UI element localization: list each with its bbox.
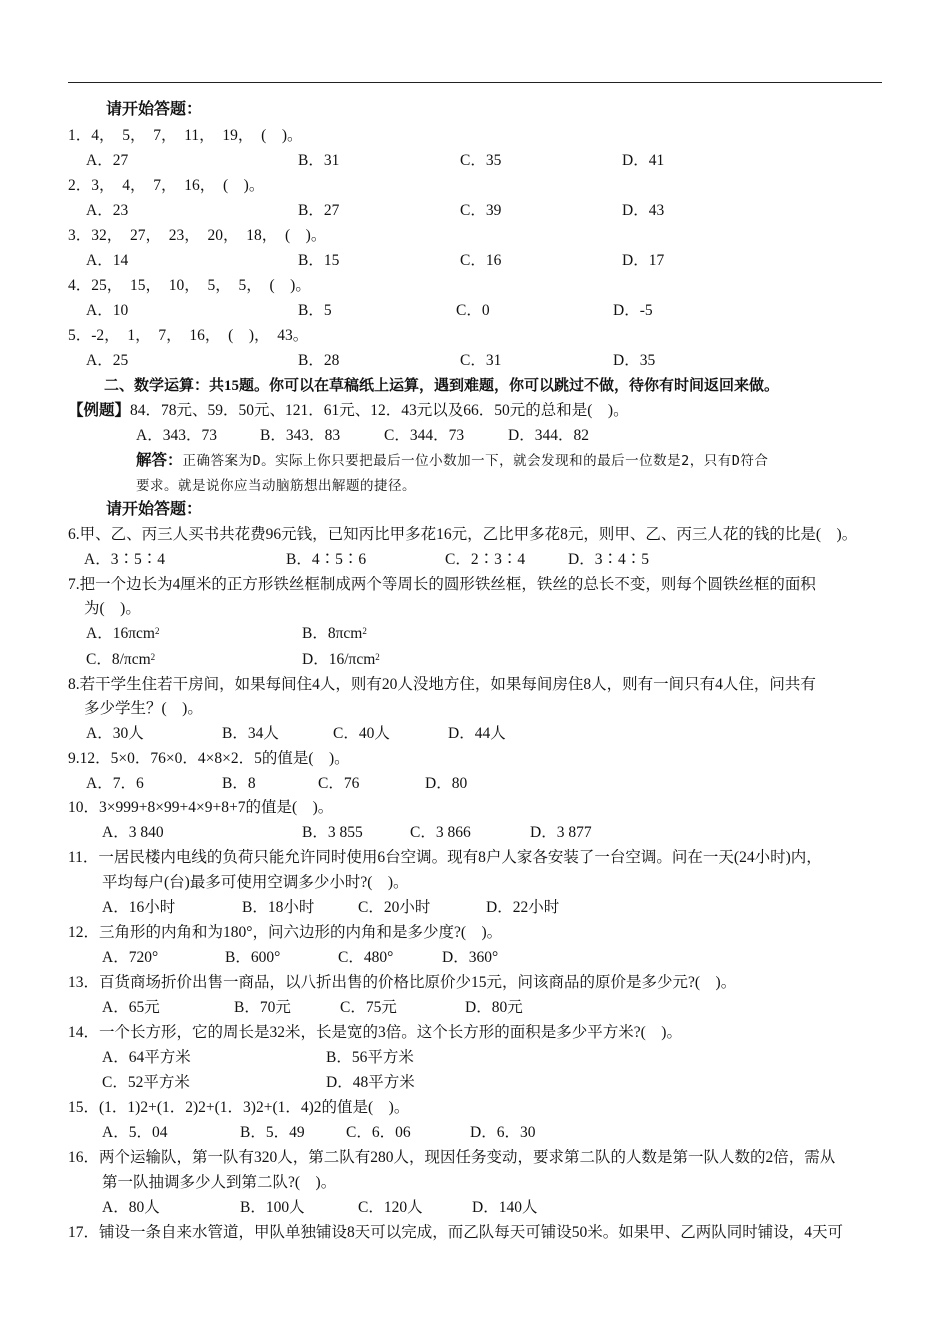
q12-option-b: B．600° [225,949,281,966]
q12-option-c: C．480° [338,949,394,966]
q4-option-b: B．5 [298,302,332,319]
q9-option-b: B．8 [222,775,256,792]
question-13: 13．百货商场折价出售一商品，以八折出售的价格比原价少15元，问该商品的原价是多少元?( )。 [68,974,737,991]
question-17: 17．铺设一条自来水管道，甲队单独铺设8天可以完成，而乙队每天可铺设50米。如果甲、乙两队同时铺设，4天可 [68,1224,844,1241]
q1-option-a: A．27 [86,152,129,169]
header-rule [68,82,882,83]
question-4: 4．25， 15， 10， 5， 5， ( )。 [68,277,311,294]
q6-option-d: D．3∶4∶5 [568,551,649,568]
q1-option-d: D．41 [622,152,665,169]
q8-option-b: B．34人 [222,725,279,742]
q14-option-c: C．52平方米 [102,1074,190,1091]
q7-option-a-exponent: 2 [154,626,160,636]
q11-option-c: C．20小时 [358,899,431,916]
q2-option-b: B．27 [298,202,340,219]
question-7-cont: 为( )。 [84,600,141,617]
q7-option-c-exponent: 2 [150,652,156,662]
q7-option-c-text: C．8/πcm [86,651,151,668]
answer-text-line-1: 正确答案为D。实际上你只要把最后一位小数加一下，就会发现和的最后一位数是2，只有D符合 [182,453,769,469]
question-8-cont: 多少学生？( )。 [84,700,203,717]
question-3: 3．32， 27， 23， 20， 18， ( )。 [68,227,327,244]
example-question [68,401,629,421]
q11-option-b: B．18小时 [242,899,315,916]
question-8: 8.若干学生住若干房间，如果每间住4人，则有20人没地方住，如果每间房住8人，则有一间只有4人住，问共有 [68,676,816,693]
q5-option-c: C．31 [460,352,502,369]
q4-option-d: D．-5 [613,302,653,319]
q13-option-d: D．80元 [465,999,523,1016]
q7-option-c [86,650,155,670]
q12-option-d: D．360° [442,949,499,966]
q15-option-a: A．5．04 [102,1124,168,1141]
answer-label: 解答： [136,452,183,469]
q3-option-d: D．17 [622,252,665,269]
q7-option-b-exponent: 2 [362,626,367,636]
q3-option-a: A．14 [86,252,129,269]
question-10: 10．3×999+8×99+4×9+8+7的值是( )。 [68,799,334,816]
q7-option-d-text: D．16/πcm [302,651,376,668]
q16-option-a: A．80人 [102,1199,160,1216]
answer-text-line-2: 要求。就是说你应当动脑筋想出解题的捷径。 [136,478,416,494]
section-heading: 请开始答题： [106,101,203,118]
q7-option-a [86,624,159,644]
q6-option-a: A．3∶5∶4 [84,551,165,568]
q6-option-c: C．2∶3∶4 [445,551,526,568]
q4-option-c: C．0 [456,302,490,319]
section-heading-2: 请开始答题： [106,501,203,518]
example-option-c: C．344．73 [384,427,465,444]
q15-option-b: B．5．49 [240,1124,305,1141]
example-answer [136,451,768,471]
example-option-d: D．344．82 [508,427,589,444]
q14-option-d: D．48平方米 [326,1074,415,1091]
q10-option-d: D．3 877 [530,824,592,841]
q2-option-a: A．23 [86,202,129,219]
q10-option-a: A．3 840 [102,824,164,841]
q14-option-a: A．64平方米 [102,1049,191,1066]
question-11: 11．一居民楼内电线的负荷只能允许同时使用6台空调。现有8户人家各安装了一台空调。问在一天(24小时)内， [68,849,822,866]
question-5: 5．-2， 1， 7， 16， ( )， 43。 [68,327,309,344]
question-6: 6.甲、乙、丙三人买书共花费96元钱，已知丙比甲多花16元，乙比甲多花8元，则甲、乙、丙三人花的钱的比是( )。 [68,526,858,543]
q8-option-a: A．30人 [86,725,144,742]
q7-option-d [302,650,380,670]
q6-option-b: B．4∶5∶6 [286,551,367,568]
q8-option-c: C．40人 [333,725,390,742]
q11-option-d: D．22小时 [486,899,560,916]
q1-option-c: C．35 [460,152,502,169]
q5-option-b: B．28 [298,352,340,369]
q9-option-c: C．76 [318,775,360,792]
q7-option-a-text: A．16πcm [86,625,155,642]
example-option-a: A．343．73 [136,427,217,444]
q13-option-b: B．70元 [234,999,291,1016]
q14-option-b: B．56平方米 [326,1049,414,1066]
question-2: 2．3， 4， 7， 16， ( )。 [68,177,265,194]
q9-option-d: D．80 [425,775,468,792]
q8-option-d: D．44人 [448,725,506,742]
example-stem: 84．78元、59．50元、121．61元、12．43元以及66．50元的总和是( )。 [130,402,629,419]
question-11-cont: 平均每户(台)最多可使用空调多少小时?( )。 [102,874,409,891]
question-9: 9.12．5×0．76×0．4×8×2．5的值是( )。 [68,750,350,767]
q3-option-b: B．15 [298,252,340,269]
q12-option-a: A．720° [102,949,159,966]
q10-option-b: B．3 855 [302,824,363,841]
question-15: 15．(1．1)2+(1．2)2+(1．3)2+(1．4)2的值是( )。 [68,1099,410,1116]
q16-option-c: C．120人 [358,1199,423,1216]
q16-option-b: B．100人 [240,1199,305,1216]
example-tag: 【例题】 [68,402,131,419]
q13-option-c: C．75元 [340,999,397,1016]
example-option-b: B．343．83 [260,427,341,444]
q2-option-c: C．39 [460,202,502,219]
q10-option-c: C．3 866 [410,824,471,841]
question-7: 7.把一个边长为4厘米的正方形铁丝框制成两个等周长的圆形铁丝框，铁丝的总长不变，则每个圆铁丝框的面积 [68,576,816,593]
question-14: 14．一个长方形，它的周长是32米，长是宽的3倍。这个长方形的面积是多少平方米?( )。 [68,1024,682,1041]
question-12: 12．三角形的内角和为180°，问六边形的内角和是多少度?( )。 [68,924,503,941]
q7-option-b [302,624,367,644]
q9-option-a: A．7．6 [86,775,144,792]
q4-option-a: A．10 [86,302,129,319]
q13-option-a: A．65元 [102,999,160,1016]
q11-option-a: A．16小时 [102,899,176,916]
question-1: 1．4， 5， 7， 11， 19， ( )。 [68,127,303,144]
q5-option-a: A．25 [86,352,129,369]
q15-option-d: D．6．30 [470,1124,536,1141]
q2-option-d: D．43 [622,202,665,219]
section-2-title: 二、数学运算：共15题。你可以在草稿纸上运算，遇到难题，你可以跳过不做，待你有时间返回来做。 [104,378,780,394]
q3-option-c: C．16 [460,252,502,269]
q16-option-d: D．140人 [472,1199,538,1216]
q7-option-d-exponent: 2 [375,652,380,662]
question-16: 16．两个运输队，第一队有320人，第二队有280人，现因任务变动，要求第二队的人数是第一队人数的2倍，需从 [68,1149,836,1166]
question-16-cont: 第一队抽调多少人到第二队?( )。 [102,1174,337,1191]
q15-option-c: C．6．06 [346,1124,411,1141]
q5-option-d: D．35 [613,352,656,369]
q7-option-b-text: B．8πcm [302,625,363,642]
q1-option-b: B．31 [298,152,340,169]
